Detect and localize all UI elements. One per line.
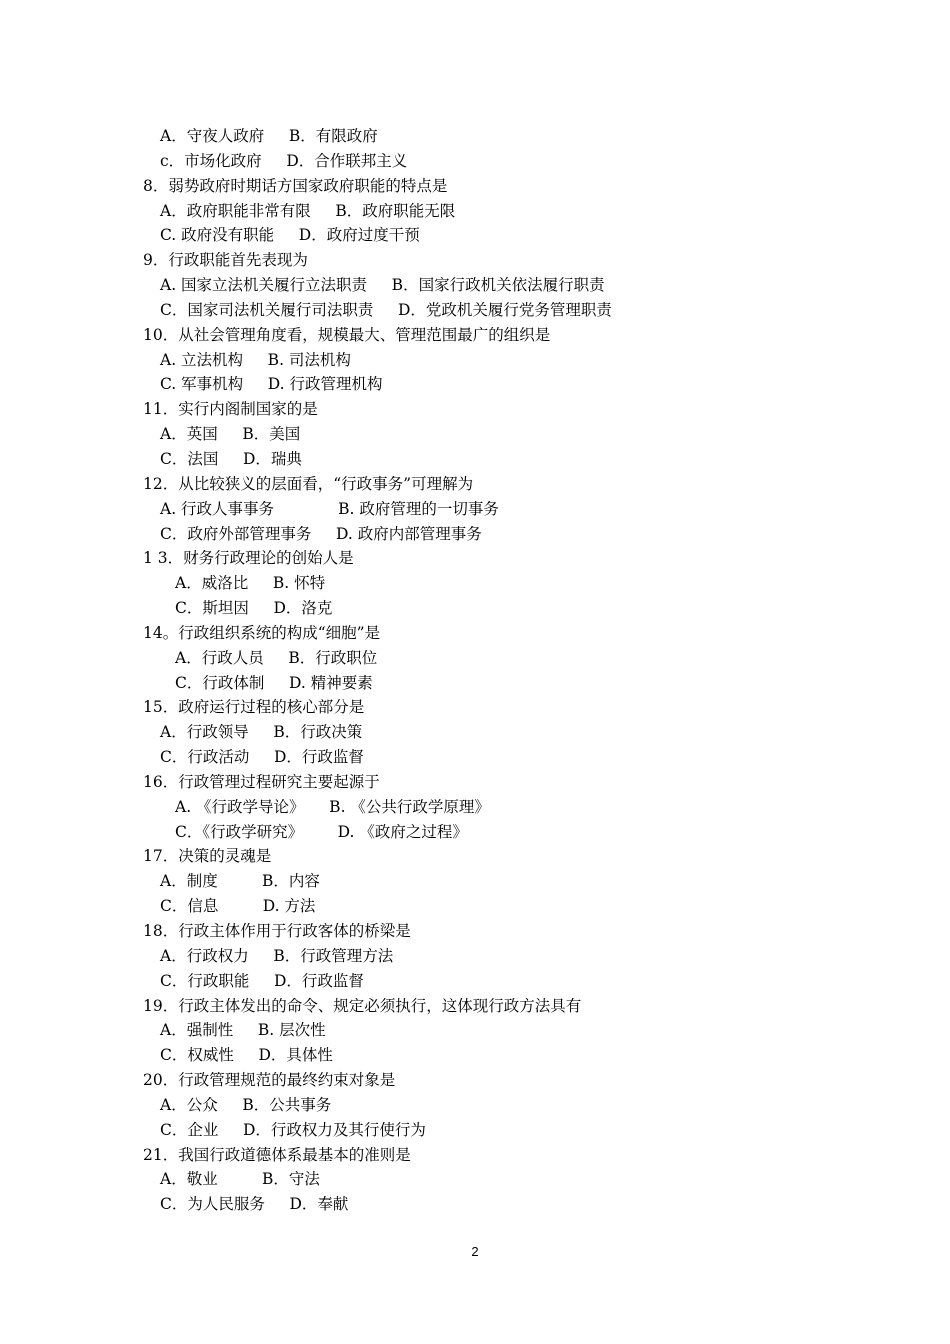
answer-options-line: A．政府职能非常有限 B．政府职能无限 [160, 201, 456, 220]
answer-options-line: C．权威性 D．具体性 [160, 1046, 333, 1065]
answer-options-line: A．行政领导 B．行政决策 [160, 723, 363, 742]
question-line: 8．弱势政府时期话方国家政府职能的特点是 [143, 176, 448, 195]
question-line: 21．我国行政道德体系最基本的准则是 [143, 1145, 411, 1164]
question-line: 18．行政主体作用于行政客体的桥梁是 [143, 922, 411, 940]
answer-options-line: C．企业 D．行政权力及其行使行为 [160, 1120, 426, 1139]
answer-options-line: C. 军事机构 D. 行政管理机构 [160, 375, 383, 394]
answer-options-line: C. 政府没有职能 D．政府过度干预 [160, 226, 420, 245]
answer-options-line: A．公众 B．公共事务 [160, 1095, 332, 1114]
question-line: 20．行政管理规范的最终约束对象是 [143, 1071, 396, 1090]
answer-options-line: A. 国家立法机关履行立法职责 B．国家行政机关依法履行职责 [160, 276, 605, 295]
answer-options-line: A．守夜人政府 B．有限政府 [160, 127, 378, 145]
page-number: 2 [471, 1244, 479, 1259]
question-line: 17．决策的灵魂是 [143, 847, 272, 866]
answer-options-line: C．政府外部管理事务 D. 政府内部管理事务 [160, 524, 482, 543]
answer-options-line: A．强制性 B. 层次性 [160, 1021, 326, 1040]
question-line: 10．从社会管理角度看，规模最大、管理范围最广的组织是 [143, 325, 551, 344]
answer-options-line: C．信息 D. 方法 [160, 897, 316, 916]
answer-options-line: A．行政权力 B．行政管理方法 [160, 946, 394, 965]
answer-options-line: C．行政活动 D．行政监督 [160, 748, 364, 767]
question-line: 19．行政主体发出的命令、规定必须执行，这体现行政方法具有 [143, 996, 582, 1015]
question-list [143, 124, 843, 1217]
answer-options-line: c．市场化政府 D．合作联邦主义 [160, 151, 408, 170]
answer-options-line: A．威洛比 B. 怀特 [175, 574, 326, 593]
answer-options-line: A. 行政人事事务 B. 政府管理的一切事务 [160, 499, 499, 518]
question-line: 9．行政职能首先表现为 [143, 251, 308, 270]
question-line: 16．行政管理过程研究主要起源于 [143, 772, 380, 791]
question-line: 1 3．财务行政理论的创始人是 [143, 549, 354, 568]
answer-options-line: C．国家司法机关履行司法职责 D．党政机关履行党务管理职责 [160, 300, 612, 319]
answer-options-line: A. 立法机构 B. 司法机构 [160, 350, 351, 369]
answer-options-line: C．法国 D．瑞典 [160, 449, 302, 468]
question-line: 15．政府运行过程的核心部分是 [143, 698, 365, 717]
question-line: 12．从比较狭义的层面看，“行政事务”可理解为 [143, 474, 474, 493]
answer-options-line: A．制度 B．内容 [160, 872, 320, 891]
answer-options-line: C．为人民服务 D．奉献 [160, 1195, 349, 1214]
answer-options-line: C．斯坦因 D．洛克 [175, 599, 333, 618]
answer-options-line: A．英国 B．美国 [160, 425, 301, 444]
answer-options-line: A. 《行政学导论》 B. 《公共行政学原理》 [175, 797, 490, 816]
answer-options-line: C．行政职能 D．行政监督 [160, 971, 364, 990]
answer-options-line: A．行政人员 B．行政职位 [175, 648, 378, 667]
answer-options-line: C．行政体制 D. 精神要素 [175, 673, 373, 692]
question-line: 11．实行内阁制国家的是 [143, 400, 318, 419]
question-line: 14。行政组织系统的构成“细胞”是 [143, 623, 381, 642]
answer-options-line: A．敬业 B．守法 [160, 1170, 320, 1189]
answer-options-line: C．《行政学研究》 D. 《政府之过程》 [175, 822, 468, 841]
